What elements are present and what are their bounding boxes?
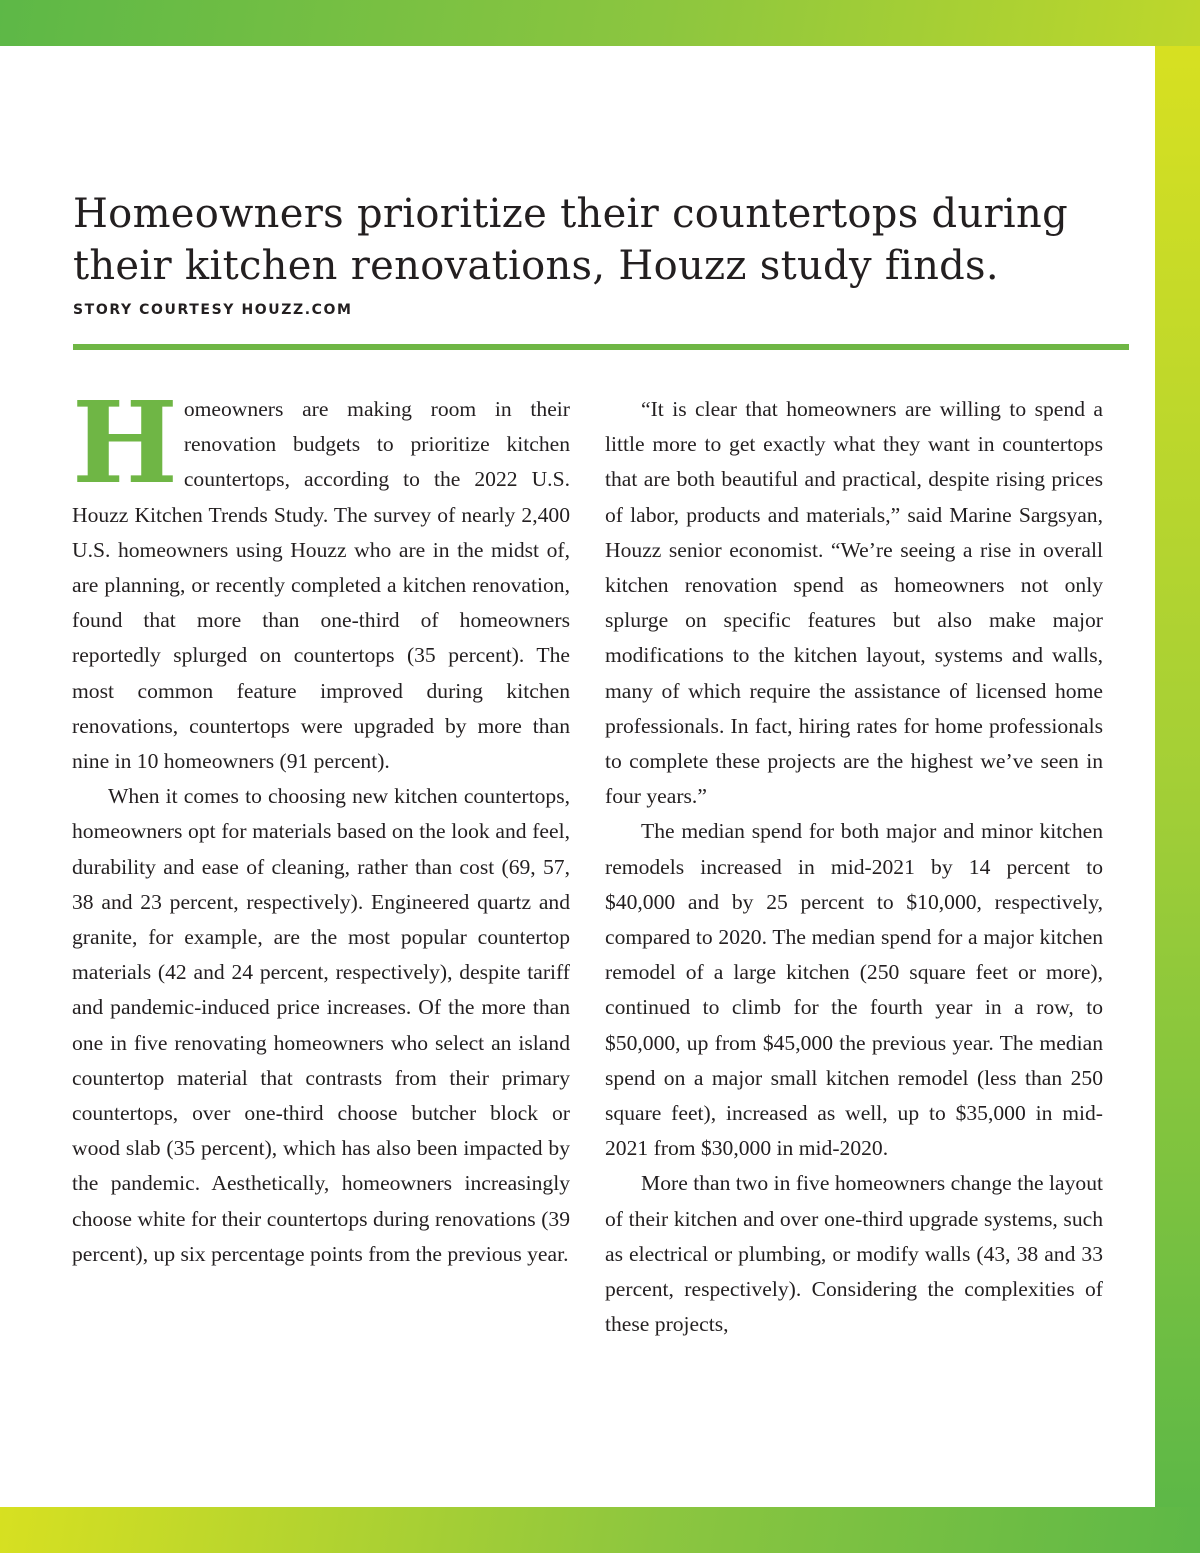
right-column bbox=[605, 392, 1103, 1342]
paragraph-intro bbox=[72, 378, 570, 779]
story-credit: STORY COURTESY HOUZZ.COM bbox=[73, 302, 353, 318]
paragraph-quote: “It is clear that homeowners are willing to spend a little more to get exactly what they want in countertops that are both beautiful and practical, despite rising prices of labor, products and materials,” said Marine Sargsyan, Houzz senior economist. “We’re seeing a rise in overall kitchen renovation spend as homeowners not only splurge on specific features but also make major modifications to the kitchen layout, systems and walls, many of which require the assistance of licensed home professionals. In fact, hiring rates for home professionals to complete these projects are the highest we’ve seen in four years.” bbox=[605, 397, 1103, 809]
drop-cap: H bbox=[72, 378, 178, 509]
divider-rule bbox=[73, 344, 1129, 350]
article-headline: Homeowners prioritize their countertops during their kitchen renovations, Houzz study finds. bbox=[73, 191, 1068, 289]
paragraph-layout-changes: More than two in five homeowners change the layout of their kitchen and over one-third upgrade systems, such as electrical or plumbing, or modify walls (43, 38 and 33 percent, respectively). Considering the complexities of these projects, bbox=[605, 1171, 1103, 1337]
paragraph-median-spend: The median spend for both major and minor kitchen remodels increased in mid-2021 by 14 percent to $40,000 and by 25 percent to $10,000, respectively, compared to 2020. The median spend for a major kitchen remodel of a large kitchen (250 square feet or more), continued to climb for the fourth year in a row, to $50,000, up from $45,000 the previous year. The median spend on a major small kitchen remodel (less than 250 square feet), increased as well, up to $35,000 in mid-2021 from $30,000 in mid-2020. bbox=[605, 819, 1103, 1161]
decorative-border-right bbox=[1155, 46, 1200, 1507]
article-page bbox=[0, 46, 1155, 1507]
left-column bbox=[72, 378, 570, 1272]
decorative-border-bottom bbox=[0, 1507, 1200, 1553]
paragraph-materials: When it comes to choosing new kitchen countertops, homeowners opt for materials based on the look and feel, durability and ease of cleaning, rather than cost (69, 57, 38 and 23 percent, respectively). Engineered quartz and granite, for example, are the most popular countertop materials (42 and 24 percent, respectively), despite tariff and pandemic-induced price increases. Of the more than one in five renovating homeowners who select an island countertop material that contrasts from their primary countertops, over one-third choose butcher block or wood slab (35 percent), which has also been impacted by the pandemic. Aesthetically, homeowners increasingly choose white for their countertops during renovations (39 percent), up six percentage points from the previous year. bbox=[72, 784, 570, 1266]
intro-text: omeowners are making room in their renovation budgets to prioritize kitchen countertops, according to the 2022 U.S. Houzz Kitchen Trends Study. The survey of nearly 2,400 U.S. homeowners using Houzz who are in the midst of, are planning, or recently completed a kitchen renovation, found that more than one-third of homeowners reportedly splurged on countertops (35 percent). The most common feature improved during kitchen renovations, countertops were upgraded by more than nine in 10 homeowners (91 percent). bbox=[72, 397, 570, 774]
